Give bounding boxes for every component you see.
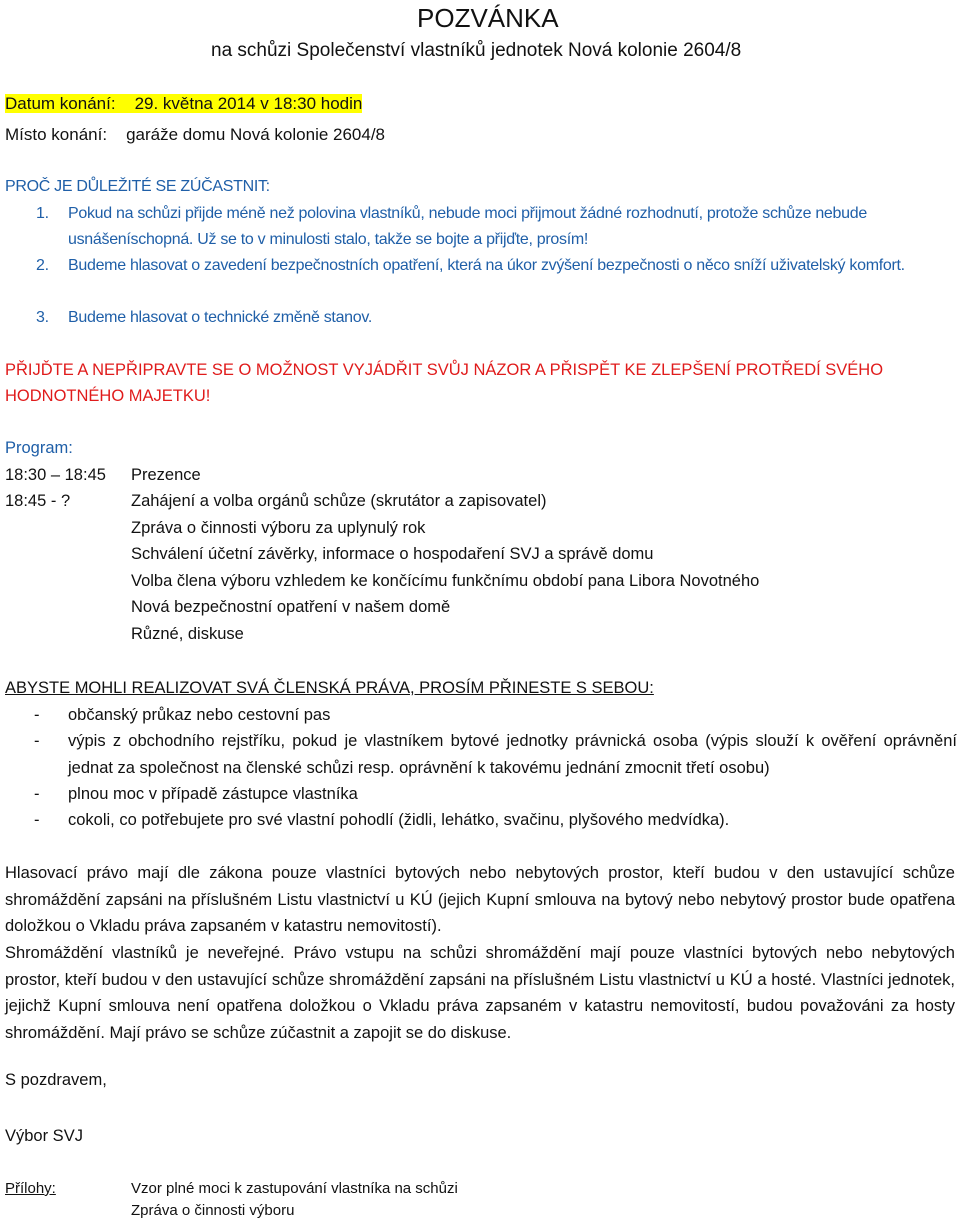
bring-heading: ABYSTE MOHLI REALIZOVAT SVÁ ČLENSKÁ PRÁVA, PROSÍM PŘINESTE S SEBOU: bbox=[5, 679, 654, 697]
date-value: 29. května 2014 v 18:30 hodin bbox=[134, 94, 363, 113]
bring-item-text: občanský průkaz nebo cestovní pas bbox=[68, 706, 331, 724]
attachment-item: Vzor plné moci k zastupování vlastníka na schůzi bbox=[131, 1180, 458, 1197]
why-item-1: Pokud na schůzi přijde méně než polovina vlastníků, nebude moci přijmout žádné rozhodnutí, protože schůze nebude usnášeníschopná. Už se to v minulosti stalo, takže se bojte a přijďte, prosím! bbox=[68, 205, 867, 248]
why-item-2: Budeme hlasovat o zavedení bezpečnostních opatření, která na úkor zvýšení bezpečnosti o něco sníží uživatelský komfort. bbox=[68, 257, 905, 274]
why-item-2-number: 2. bbox=[36, 257, 49, 274]
program-heading: Program: bbox=[5, 439, 73, 457]
program-time-1: 18:30 – 18:45 bbox=[5, 466, 106, 484]
bullet-dash: - bbox=[34, 785, 40, 803]
bring-item-text: plnou moc v případě zástupce vlastníka bbox=[68, 785, 358, 803]
place-value: garáže domu Nová kolonie 2604/8 bbox=[126, 125, 386, 144]
bullet-dash: - bbox=[34, 706, 40, 724]
why-heading: PROČ JE DŮLEŽITÉ SE ZÚČASTNIT: bbox=[5, 178, 270, 195]
bring-item bbox=[5, 702, 957, 729]
document-subtitle: na schůzi Společenství vlastníků jednotek Nová kolonie 2604/8 bbox=[211, 40, 742, 61]
bring-item-text: výpis z obchodního rejstříku, pokud je vlastníkem bytové jednotky právnická osoba (výpis slouží k ověření oprávnění jednat za společnost na členské schůzi resp. oprávnění k takovému jednání zmocnit třetí osobu) bbox=[68, 732, 957, 777]
signature: Výbor SVJ bbox=[5, 1127, 83, 1145]
bring-item bbox=[5, 781, 957, 808]
meeting-date-row bbox=[5, 94, 362, 114]
attachments-label: Přílohy: bbox=[5, 1180, 56, 1197]
program-item: Nová bezpečnostní opatření v našem domě bbox=[131, 598, 451, 616]
why-item-1-number: 1. bbox=[36, 205, 49, 222]
program-item: Zpráva o činnosti výboru za uplynulý rok bbox=[131, 519, 426, 537]
greeting: S pozdravem, bbox=[5, 1071, 107, 1089]
program-item-prezence: Prezence bbox=[131, 466, 201, 484]
program-item: Schválení účetní závěrky, informace o hospodaření SVJ a správě domu bbox=[131, 545, 654, 563]
program-item: Zahájení a volba orgánů schůze (skrutátor a zapisovatel) bbox=[131, 492, 547, 510]
place-label: Místo konání: bbox=[5, 125, 108, 144]
document-title: POZVÁNKA bbox=[417, 3, 559, 33]
appeal-text: PŘIJĎTE A NEPŘIPRAVTE SE O MOŽNOST VYJÁDŘIT SVŮJ NÁZOR A PŘISPĚT KE ZLEPŠENÍ PROTŘEDÍ SVÉHO HODNOTNÉHO MAJETKU! bbox=[5, 361, 884, 405]
why-item-3: Budeme hlasovat o technické změně stanov. bbox=[68, 309, 373, 326]
bring-item bbox=[5, 728, 957, 781]
date-label: Datum konání: bbox=[5, 94, 116, 113]
bullet-dash: - bbox=[34, 732, 40, 750]
program-item: Různé, diskuse bbox=[131, 625, 244, 643]
bullet-dash: - bbox=[34, 811, 40, 829]
bring-item bbox=[5, 807, 957, 834]
attachment-item: Zpráva o činnosti výboru bbox=[131, 1202, 295, 1219]
public-access-paragraph: Shromáždění vlastníků je neveřejné. Právo vstupu na schůzi shromáždění mají pouze vlastníci bytových nebo nebytových prostor, kteří budou v den ustavující schůze shromáždění zapsáni na příslušném Listu vlastnictví u KÚ a hosté. Vlastníci jednotek, jejichž Kupní smlouva není opatřena doložkou o Vkladu práva zapsaném v katastru nemovitostí, budou považováni za hosty shromáždění. Mají právo se schůze zúčastnit a zapojit se do diskuse. bbox=[5, 944, 955, 1042]
program-time-2: 18:45 - ? bbox=[5, 492, 71, 510]
voting-rights-paragraph: Hlasovací právo mají dle zákona pouze vlastníci bytových nebo nebytových prostor, kteří budou v den ustavující schůze shromáždění zapsáni na příslušném Listu vlastnictví u KÚ (jejich Kupní smlouva na bytový nebo nebytový prostor bude opatřena doložkou o Vkladu práva zapsaném v katastru nemovitostí). bbox=[5, 864, 955, 935]
meeting-place-row bbox=[5, 125, 385, 145]
program-item: Volba člena výboru vzhledem ke končícímu funkčnímu období pana Libora Novotného bbox=[131, 572, 760, 590]
why-item-3-number: 3. bbox=[36, 309, 49, 326]
bring-item-text: cokoli, co potřebujete pro své vlastní pohodlí (židli, lehátko, svačinu, plyšového medvídka). bbox=[68, 811, 730, 829]
